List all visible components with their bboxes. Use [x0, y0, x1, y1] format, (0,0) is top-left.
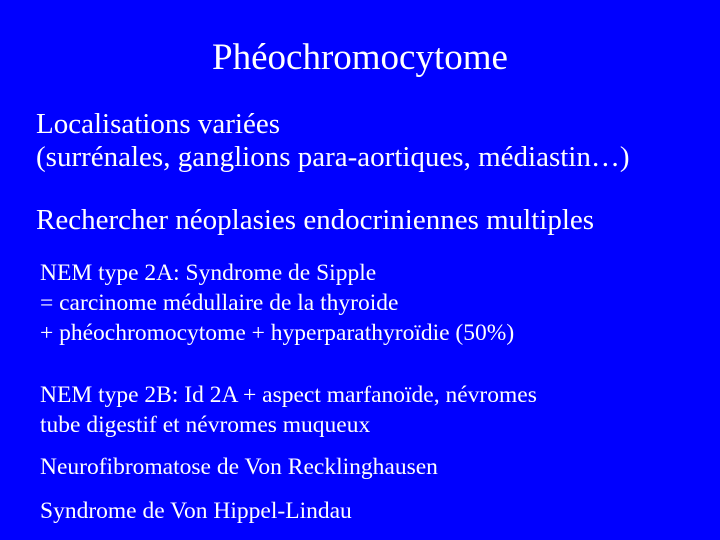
vhl-line: Syndrome de Von Hippel-Lindau	[40, 498, 352, 524]
rechercher-line: Rechercher néoplasies endocriniennes multiples	[36, 204, 595, 236]
neurofibromatose-line: Neurofibromatose de Von Recklinghausen	[40, 454, 438, 480]
nem2b-line-1: NEM type 2B: Id 2A + aspect marfanoïde, névromes	[40, 382, 537, 408]
localisation-line-1: Localisations variées	[36, 108, 280, 140]
nem2b-line-2: tube digestif et névromes muqueux	[40, 412, 371, 438]
nem2a-line-2: = carcinome médullaire de la thyroide	[40, 290, 399, 316]
slide-title: Phéochromocytome	[212, 37, 508, 78]
nem2a-block	[40, 258, 514, 348]
vhl-block	[40, 496, 352, 526]
nem2a-line-1: NEM type 2A: Syndrome de Sipple	[40, 260, 377, 286]
rechercher-block	[36, 204, 594, 237]
localisation-block	[36, 108, 630, 174]
localisation-line-2: (surrénales, ganglions para-aortiques, médiastin…)	[36, 141, 630, 173]
neurofibromatose-block	[40, 452, 438, 482]
nem2a-line-3: + phéochromocytome + hyperparathyroïdie (50%)	[40, 320, 515, 346]
nem2b-block	[40, 380, 537, 440]
